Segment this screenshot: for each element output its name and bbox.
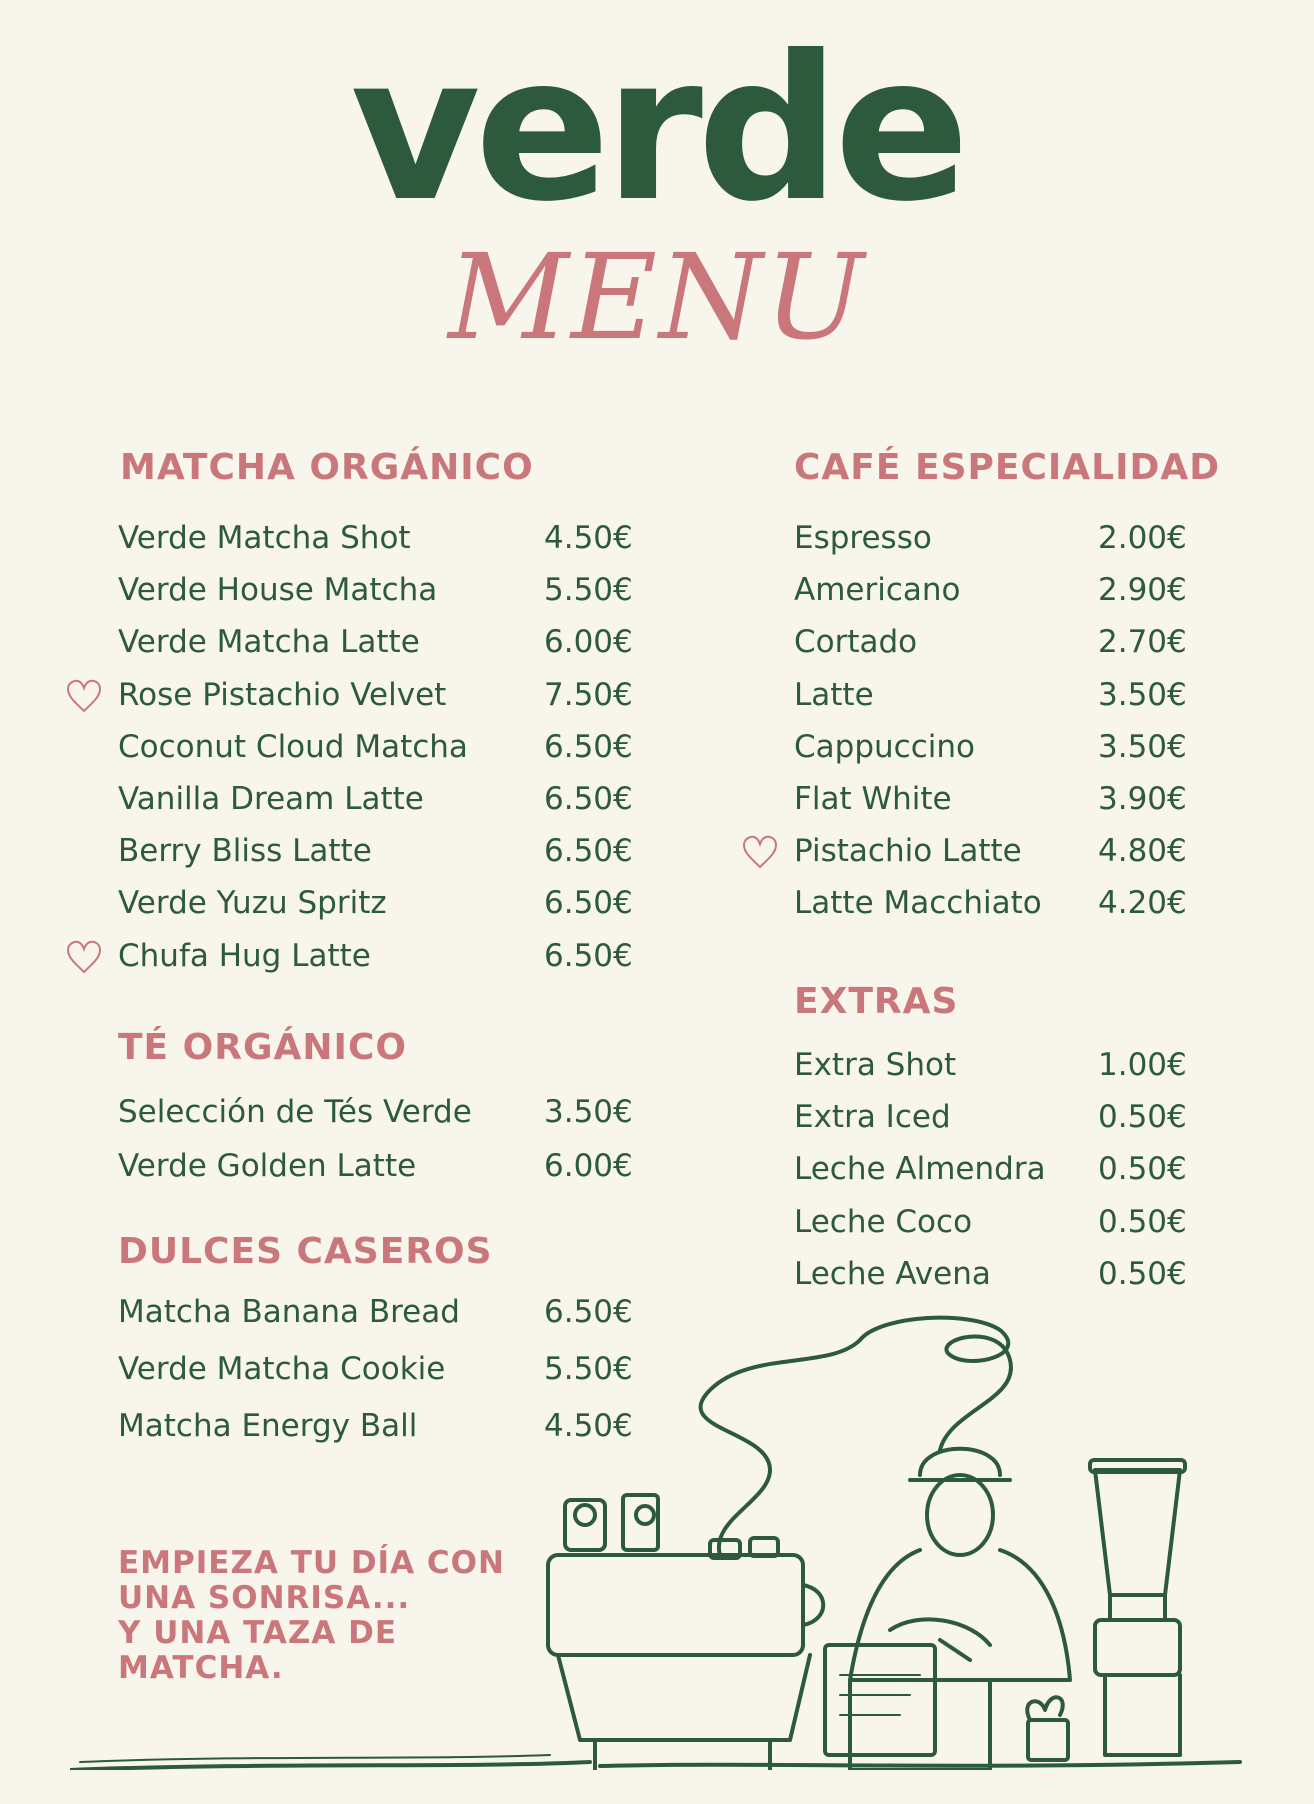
heart-icon bbox=[64, 677, 104, 717]
item-name: Matcha Energy Ball bbox=[118, 1408, 418, 1444]
item-price: 6.50€ bbox=[544, 781, 633, 817]
slogan-line: EMPIEZA TU DÍA CON bbox=[118, 1545, 505, 1581]
item-price: 6.50€ bbox=[544, 833, 633, 870]
barista-illustration bbox=[70, 1300, 1250, 1770]
menu-item bbox=[794, 727, 1208, 767]
slogan-line: MATCHA. bbox=[118, 1650, 284, 1686]
menu-item bbox=[794, 1149, 1208, 1189]
menu-item bbox=[794, 883, 1208, 923]
item-name: Verde Matcha Shot bbox=[118, 520, 411, 556]
menu-item bbox=[794, 675, 1208, 715]
menu-item bbox=[118, 622, 654, 662]
item-price: 6.50€ bbox=[544, 885, 633, 922]
menu-item bbox=[118, 936, 654, 976]
menu-item bbox=[118, 831, 654, 871]
item-price: 0.50€ bbox=[1098, 1203, 1187, 1240]
heart-icon bbox=[740, 833, 780, 873]
item-price: 4.80€ bbox=[1098, 833, 1187, 870]
item-name: Latte bbox=[794, 676, 874, 713]
item-price: 5.50€ bbox=[544, 572, 633, 609]
item-name: Verde Matcha Cookie bbox=[118, 1351, 446, 1387]
menu-item bbox=[794, 831, 1208, 871]
menu-item bbox=[118, 883, 654, 923]
item-price: 5.50€ bbox=[544, 1351, 633, 1387]
item-name: Americano bbox=[794, 572, 961, 609]
menu-item bbox=[794, 779, 1208, 819]
item-price: 0.50€ bbox=[1098, 1255, 1187, 1292]
item-name: Leche Avena bbox=[794, 1255, 991, 1292]
section-title-dulces: DULCES CASEROS bbox=[118, 1231, 493, 1272]
menu-item bbox=[118, 675, 654, 715]
menu-item bbox=[794, 622, 1208, 662]
item-price: 4.50€ bbox=[544, 520, 633, 556]
item-name: Cortado bbox=[794, 624, 918, 661]
section-title-te: TÉ ORGÁNICO bbox=[118, 1027, 407, 1068]
item-name: Leche Coco bbox=[794, 1203, 973, 1240]
item-name: Pistachio Latte bbox=[794, 833, 1022, 870]
section-title-cafe: CAFÉ ESPECIALIDAD bbox=[794, 447, 1221, 488]
item-name: Leche Almendra bbox=[794, 1151, 1046, 1188]
menu-item bbox=[794, 570, 1208, 610]
menu-item bbox=[118, 1092, 654, 1132]
menu-item bbox=[794, 518, 1208, 558]
item-name: Latte Macchiato bbox=[794, 885, 1042, 922]
slogan-line: Y UNA TAZA DE bbox=[118, 1615, 398, 1651]
item-name: Extra Iced bbox=[794, 1099, 951, 1136]
menu-item bbox=[118, 779, 654, 819]
slogan-line: UNA SONRISA... bbox=[118, 1580, 411, 1616]
menu-item bbox=[794, 1254, 1208, 1294]
item-price: 1.00€ bbox=[1098, 1047, 1187, 1083]
item-name: Chufa Hug Latte bbox=[118, 937, 371, 974]
section-title-extras: EXTRAS bbox=[794, 981, 959, 1022]
item-name: Espresso bbox=[794, 520, 932, 556]
menu-item bbox=[118, 1146, 654, 1186]
item-price: 2.70€ bbox=[1098, 624, 1187, 661]
item-name: Berry Bliss Latte bbox=[118, 833, 372, 870]
menu-item bbox=[118, 518, 654, 558]
item-price: 3.50€ bbox=[1098, 728, 1187, 765]
menu-item bbox=[118, 727, 654, 767]
item-price: 6.00€ bbox=[544, 624, 633, 661]
brand-logo: verde bbox=[350, 13, 964, 246]
menu-item bbox=[794, 1202, 1208, 1242]
heart-icon bbox=[64, 938, 104, 978]
item-price: 3.90€ bbox=[1098, 781, 1187, 817]
item-name: Coconut Cloud Matcha bbox=[118, 728, 468, 765]
item-name: Selección de Tés Verde bbox=[118, 1094, 472, 1130]
item-price: 3.50€ bbox=[1098, 676, 1187, 713]
item-price: 2.00€ bbox=[1098, 520, 1187, 556]
item-price: 6.50€ bbox=[544, 728, 633, 765]
menu-item bbox=[794, 1097, 1208, 1137]
item-name: Verde Golden Latte bbox=[118, 1148, 417, 1184]
item-name: Verde House Matcha bbox=[118, 572, 438, 609]
item-price: 4.50€ bbox=[544, 1408, 633, 1444]
section-title-matcha: MATCHA ORGÁNICO bbox=[120, 447, 534, 488]
item-price: 0.50€ bbox=[1098, 1151, 1187, 1188]
item-price: 6.50€ bbox=[544, 937, 633, 974]
item-price: 4.20€ bbox=[1098, 885, 1187, 922]
item-name: Rose Pistachio Velvet bbox=[118, 676, 447, 713]
menu-item bbox=[118, 570, 654, 610]
item-price: 0.50€ bbox=[1098, 1099, 1187, 1136]
menu-item bbox=[794, 1045, 1208, 1085]
item-name: Verde Matcha Latte bbox=[118, 624, 420, 661]
item-name: Matcha Banana Bread bbox=[118, 1294, 460, 1330]
item-price: 3.50€ bbox=[544, 1094, 633, 1130]
item-price: 7.50€ bbox=[544, 676, 633, 713]
item-name: Verde Yuzu Spritz bbox=[118, 885, 387, 922]
menu-title: MENU bbox=[448, 228, 866, 366]
item-price: 6.00€ bbox=[544, 1148, 633, 1184]
item-price: 2.90€ bbox=[1098, 572, 1187, 609]
item-name: Extra Shot bbox=[794, 1047, 957, 1083]
item-name: Flat White bbox=[794, 781, 952, 817]
item-name: Vanilla Dream Latte bbox=[118, 781, 424, 817]
item-name: Cappuccino bbox=[794, 728, 975, 765]
item-price: 6.50€ bbox=[544, 1294, 633, 1330]
